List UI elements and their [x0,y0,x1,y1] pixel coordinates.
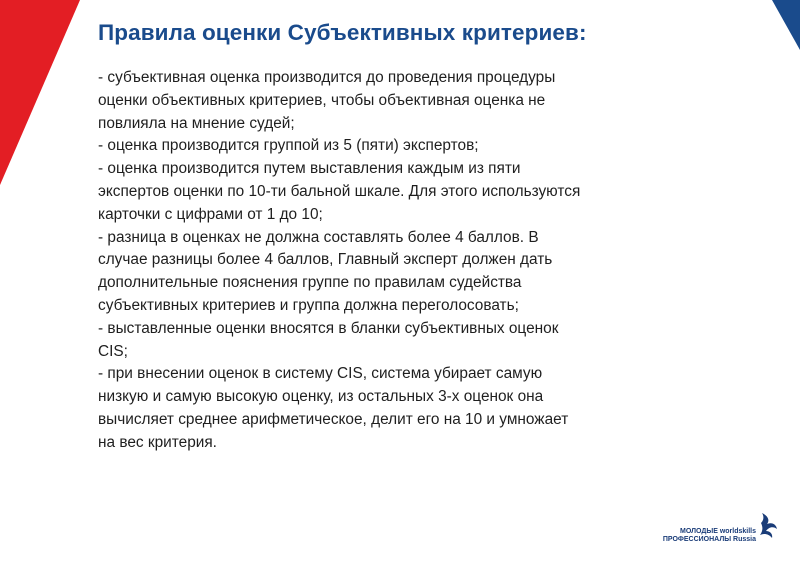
rules-line: вычисляет среднее арифметическое, делит его на 10 и умножает [98,410,569,428]
rules-line: субъективных критериев и группа должна переголосовать; [98,296,519,314]
worldskills-logo [662,508,786,548]
rules-line: - разница в оценках не должна составлять более 4 баллов. В [98,228,539,246]
rules-line: - при внесении оценок в систему CIS, система убирает самую [98,365,543,383]
rules-line: CIS; [98,342,128,360]
red-corner-decoration [0,0,80,185]
rules-line: - выставленные оценки вносятся в бланки субъективных оценок [98,319,559,337]
logo-line-2: ПРОФЕССИОНАЛЫ Russia [662,536,756,543]
logo-line-1: МОЛОДЫЕ worldskills [680,528,756,535]
rules-line: оценки объективных критериев, чтобы объективная оценка не [98,91,546,109]
page-title: Правила оценки Субъективных критериев: [98,20,587,45]
rules-line: - оценка производится группой из 5 (пяти) экспертов; [98,137,479,155]
rules-line: дополнительные пояснения группе по правилам судейства [98,274,522,292]
worldskills-emblem-icon [758,510,780,540]
rules-line: повлияла на мнение судей; [98,114,295,132]
rules-text [98,67,708,455]
blue-corner-decoration [772,0,800,50]
rules-line: - субъективная оценка производится до проведения процедуры [98,69,556,86]
rules-line: - оценка производится путем выставления каждым из пяти [98,160,521,178]
rules-line: на вес критерия. [98,433,217,451]
rules-line: случае разницы более 4 баллов, Главный эксперт должен дать [98,251,553,269]
rules-line: низкую и самую высокую оценку, из остальных 3-х оценок она [98,388,544,406]
rules-line: экспертов оценки по 10-ти бальной шкале. Для этого используются [98,182,581,200]
rules-line: карточки с цифрами от 1 до 10; [98,205,323,223]
